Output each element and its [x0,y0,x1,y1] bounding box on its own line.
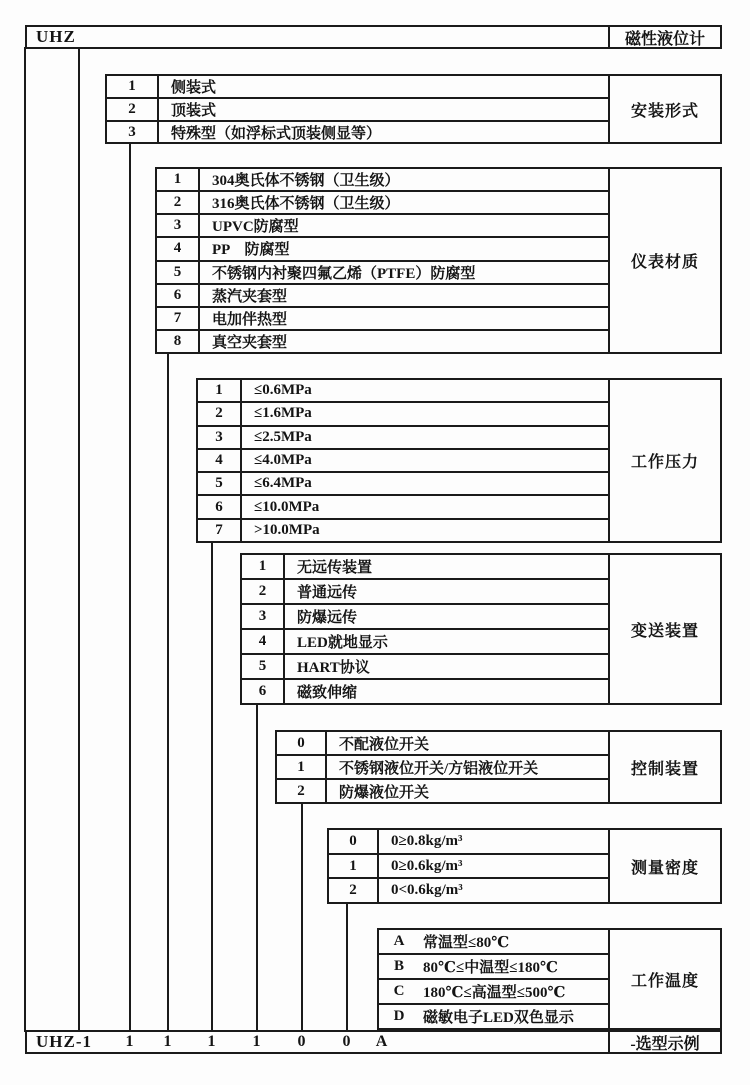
row-code: 2 [157,192,200,213]
row-text: HART协议 [297,660,370,676]
table-row [198,496,608,519]
table-row [198,380,608,403]
connector-material [167,352,169,1032]
table-material [155,167,722,354]
row-text: 普通远传 [297,585,358,601]
category-label: 工作温度 [608,930,720,1028]
row-code: 1 [107,76,159,97]
row-text: 不锈钢内衬聚四氟乙烯（PTFE）防腐型 [212,265,476,282]
table-rows [329,830,608,902]
connector-control [301,802,303,1032]
row-text: ≤10.0MPa [254,498,320,515]
table-rows [107,76,608,142]
row-code: 5 [198,473,242,494]
row-code: 6 [242,680,285,703]
table-row [157,308,608,331]
table-row [329,879,608,902]
table-row [379,930,608,955]
example-model-cell [27,1032,608,1052]
row-code: 7 [198,520,242,541]
table-transmitter [240,553,722,705]
row-code: A [393,933,405,949]
row-text: 蒸汽夹套型 [212,288,288,305]
row-text: ≤0.6MPa [254,382,312,399]
table-row [157,215,608,238]
row-text: LED就地显示 [297,635,388,651]
row-text: 磁敏电子LED双色显示 [423,1010,574,1026]
row-text: 80℃≤中温型≤180℃ [423,960,558,976]
row-code: 2 [242,580,285,603]
model-code: UHZ [36,27,76,46]
category-label: 仪表材质 [608,169,720,352]
table-row [107,99,608,122]
row-text: 180℃≤高温型≤500℃ [423,985,566,1001]
table-row [277,756,608,780]
table-row [157,285,608,308]
category-label: 安装形式 [608,76,720,142]
table-row [107,122,608,143]
table-row [198,403,608,426]
table-row [242,605,608,630]
row-code: 4 [242,630,285,653]
table-rows [198,380,608,541]
table-row [277,732,608,756]
table-row [157,331,608,352]
row-code: 3 [157,215,200,236]
table-row [242,680,608,703]
table-row [329,830,608,855]
table-rows [157,169,608,352]
row-text: 不锈钢液位开关/方铝液位开关 [339,760,539,777]
row-code: 2 [329,879,379,902]
table-row [157,262,608,285]
row-text: 防爆远传 [297,610,358,626]
header-bar [25,25,722,49]
row-code: 3 [242,605,285,628]
row-text: 磁致伸缩 [297,685,358,701]
table-row [198,450,608,473]
row-text: 防爆液位开关 [339,784,430,801]
row-text: 316奥氏体不锈钢（卫生级） [212,196,400,213]
row-text: 304奥氏体不锈钢（卫生级） [212,173,400,190]
row-code: 8 [157,331,200,352]
example-label: -选型示例 [608,1032,720,1052]
row-text: 真空夹套型 [212,334,288,351]
row-code: D [393,1008,405,1024]
table-rows [379,930,608,1028]
row-text: UPVC防腐型 [212,219,299,236]
row-code: 3 [198,427,242,448]
category-label: 测量密度 [608,830,720,902]
category-label: 控制装置 [608,732,720,802]
row-code: 7 [157,308,200,329]
table-row [277,780,608,802]
table-row [242,630,608,655]
table-row [242,580,608,605]
row-code: 1 [157,169,200,190]
row-text: ≤4.0MPa [254,451,312,468]
row-text: ≤1.6MPa [254,405,312,422]
row-code: 5 [157,262,200,283]
row-code: 2 [107,99,159,120]
row-code: 0 [329,830,379,853]
table-pressure [196,378,722,543]
table-row [379,1005,608,1028]
table-control [275,730,722,804]
table-row [198,427,608,450]
row-text: >10.0MPa [254,521,320,538]
row-code: 6 [157,285,200,306]
table-install-type [105,74,722,144]
example-code: A [375,1033,389,1050]
row-code: 2 [198,403,242,424]
row-text: 不配液位开关 [339,736,430,753]
example-code: 0 [342,1033,352,1050]
row-text: 电加伴热型 [212,311,288,328]
example-code: 1 [207,1033,217,1050]
row-code: 3 [107,122,159,143]
row-code: B [393,958,404,974]
table-row [329,855,608,880]
row-code: 2 [277,780,327,802]
table-temperature [377,928,722,1030]
connector-transmitter [256,703,258,1032]
row-code: 4 [198,450,242,471]
example-code: 1 [252,1033,262,1050]
connector-left-border [24,47,26,1032]
row-text: 无远传装置 [297,560,373,576]
row-text: 侧装式 [171,80,217,96]
connector-density [346,901,348,1032]
table-rows [277,732,608,802]
table-rows [242,555,608,703]
row-text: ≤2.5MPa [254,428,312,445]
table-row [198,520,608,541]
row-code: 5 [242,655,285,678]
table-row [198,473,608,496]
row-code: 1 [277,756,327,778]
example-code: 1 [125,1033,135,1050]
example-code: 1 [163,1033,173,1050]
row-code: 1 [329,855,379,878]
example-model: UHZ-1 [36,1032,92,1051]
row-text: 常温型≤80℃ [423,935,510,951]
table-row [157,238,608,261]
table-row [157,192,608,215]
table-row [107,76,608,99]
row-text: 特殊型（如浮标式顶装侧显等） [171,126,382,142]
row-code: 1 [198,380,242,401]
row-text: 顶装式 [171,103,217,119]
connector-pressure [211,541,213,1032]
row-text: 0≥0.6kg/m³ [391,857,463,874]
example-code: 0 [297,1033,307,1050]
table-row [242,655,608,680]
row-code: 4 [157,238,200,259]
row-text: ≤6.4MPa [254,475,312,492]
row-code: C [393,983,405,999]
table-row [157,169,608,192]
table-row [242,555,608,580]
table-density [327,828,722,904]
connector-install-type [129,142,131,1032]
row-text: PP 防腐型 [212,242,290,259]
row-text: 0<0.6kg/m³ [391,882,463,899]
row-code: 0 [277,732,327,754]
connector-model [78,47,80,1032]
row-code: 1 [242,555,285,578]
product-name: 磁性液位计 [608,27,720,47]
table-row [379,955,608,980]
row-code: 6 [198,496,242,517]
category-label: 工作压力 [608,380,720,541]
category-label: 变送装置 [608,555,720,703]
row-text: 0≥0.8kg/m³ [391,832,463,849]
table-row [379,980,608,1005]
footer-bar [25,1030,722,1054]
